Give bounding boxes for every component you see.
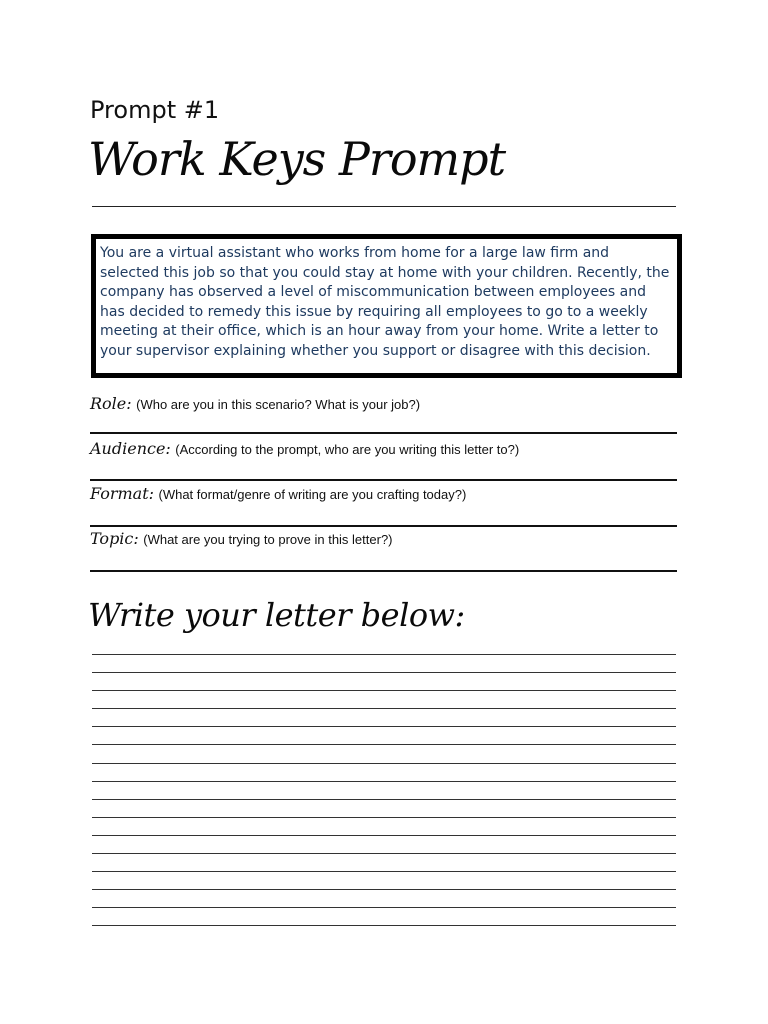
topic-field xyxy=(90,529,680,549)
topic-question: (What are you trying to prove in this letter?) xyxy=(143,532,393,547)
audience-field xyxy=(90,439,680,459)
writing-line[interactable] xyxy=(92,726,676,744)
format-field xyxy=(90,484,680,504)
audience-label: Audience: xyxy=(90,439,171,458)
letter-writing-area[interactable] xyxy=(92,654,676,944)
writing-line[interactable] xyxy=(92,835,676,853)
writing-line[interactable] xyxy=(92,744,676,762)
format-question: (What format/genre of writing are you crafting today?) xyxy=(158,487,467,502)
writing-line[interactable] xyxy=(92,925,676,943)
role-label: Role: xyxy=(90,394,132,413)
prompt-text: You are a virtual assistant who works from home for a large law firm and selected this job so that you could stay at home with your children. Recently, the company has observed a level of miscommunication between employees and has decided to remedy this issue by requiring all employees to go to a weekly meeting at their office, which is an hour away from your home. Write a letter to your supervisor explaining whether you support or disagree with this decision. xyxy=(100,245,670,359)
writing-line[interactable] xyxy=(92,853,676,871)
page-title: Work Keys Prompt xyxy=(88,132,506,186)
writing-line[interactable] xyxy=(92,690,676,708)
topic-answer-line[interactable] xyxy=(90,570,677,572)
role-field xyxy=(90,394,680,414)
role-question: (Who are you in this scenario? What is your job?) xyxy=(136,397,421,412)
writing-line[interactable] xyxy=(92,871,676,889)
letter-heading: Write your letter below: xyxy=(88,596,465,634)
writing-line[interactable] xyxy=(92,672,676,690)
format-label: Format: xyxy=(90,484,155,503)
writing-line[interactable] xyxy=(92,654,676,672)
writing-line[interactable] xyxy=(92,708,676,726)
writing-line[interactable] xyxy=(92,889,676,907)
prompt-number: Prompt #1 xyxy=(90,96,220,124)
audience-question: (According to the prompt, who are you writing this letter to?) xyxy=(175,442,520,457)
format-answer-line[interactable] xyxy=(90,525,677,527)
title-divider xyxy=(92,206,676,207)
audience-answer-line[interactable] xyxy=(90,479,677,481)
writing-line[interactable] xyxy=(92,799,676,817)
writing-line[interactable] xyxy=(92,817,676,835)
writing-line[interactable] xyxy=(92,763,676,781)
role-answer-line[interactable] xyxy=(90,432,677,434)
topic-label: Topic: xyxy=(90,529,139,548)
writing-line[interactable] xyxy=(92,907,676,925)
prompt-box xyxy=(91,234,682,378)
writing-line[interactable] xyxy=(92,781,676,799)
